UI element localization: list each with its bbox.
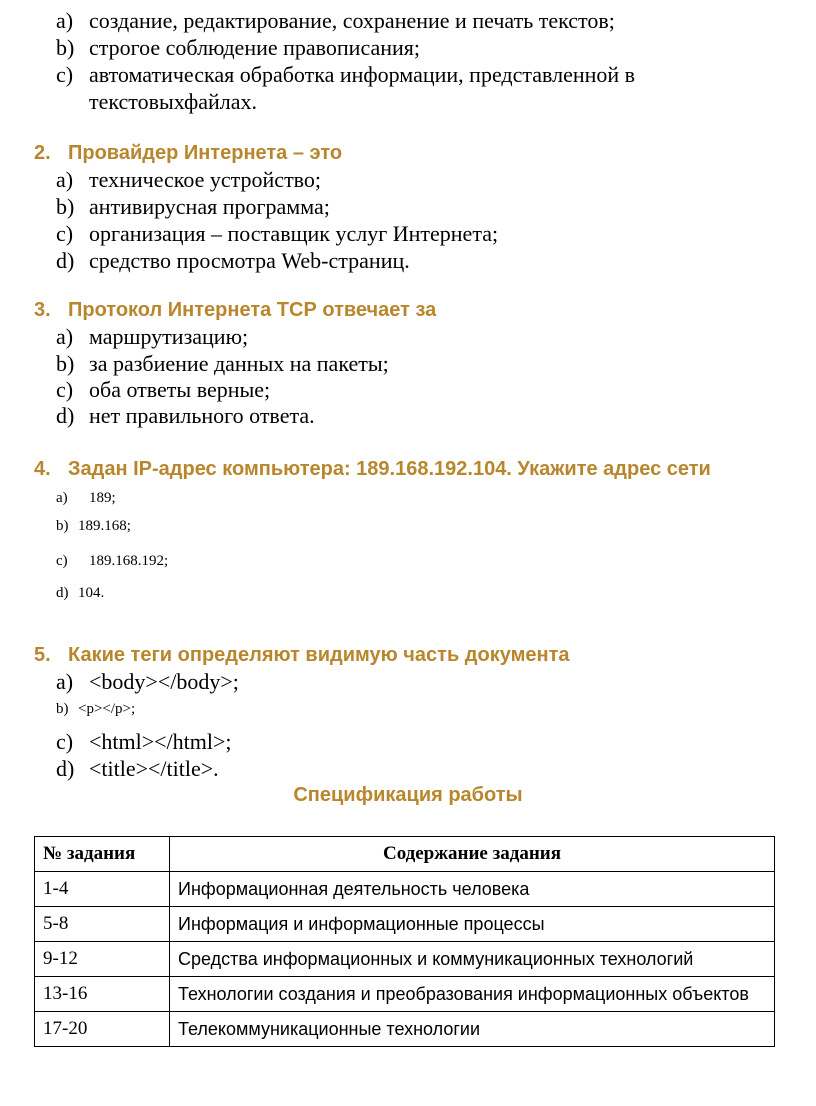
task-content-cell: Информационная деятельность человека <box>170 872 775 907</box>
specification-title: Спецификация работы <box>293 784 523 806</box>
column-header-task-content: Содержание задания <box>170 837 775 872</box>
task-number-cell: 1-4 <box>35 872 170 907</box>
task-number-cell: 5-8 <box>35 907 170 942</box>
task-number-cell: 17-20 <box>35 1012 170 1047</box>
task-content-cell: Средства информационных и коммуникационных технологий <box>170 942 775 977</box>
table-row <box>35 942 775 977</box>
table-header-row <box>35 837 775 872</box>
document-page: a) создание, редактирование, сохранение и печать текстов; b) строгое соблюдение правописания; c) автоматическая обработка информации, представленной в текстовыхфайлах. 2. Провайдер Интернета – это a) техническое устройство; b) антивирусная программа; c) организация – поставщик услуг Интернета; d) средство просмотра Web-страниц. 3. Протокол Интернета ТСР отвечает за a) маршрутизацию; b) за разбиение данных на пакеты; c) оба ответы верные; d) нет правильного ответа. 4. Задан IP-адрес компьютера: 189.168.192.104. Укажите адрес сети a) 189; b) 189.168; c) 189.168.192; d) 104. 5. Какие теги определяют видимую часть документа a) <body></body>; b) <p></p>; c) <html></html>; d) <title></title>. Спецификация работы № задания Содержание задания 1-4 Информационная деятельность человека 5-8 Информация и информационные процессы 9-12 Средства информационных и коммуникационных технологий 13-16 Технологии создания и преобразования информационных объектов 17-20 Телекоммуникационные технологии <box>0 0 816 1106</box>
task-content-cell: Телекоммуникационные технологии <box>170 1012 775 1047</box>
table-row <box>35 977 775 1012</box>
task-number-cell: 13-16 <box>35 977 170 1012</box>
specification-table <box>34 836 775 1047</box>
task-content-cell: Технологии создания и преобразования информационных объектов <box>170 977 775 1012</box>
task-number-cell: 9-12 <box>35 942 170 977</box>
column-header-task-number: № задания <box>35 837 170 872</box>
table-row <box>35 1012 775 1047</box>
task-content-cell: Информация и информационные процессы <box>170 907 775 942</box>
table-row <box>35 872 775 907</box>
table-row <box>35 907 775 942</box>
